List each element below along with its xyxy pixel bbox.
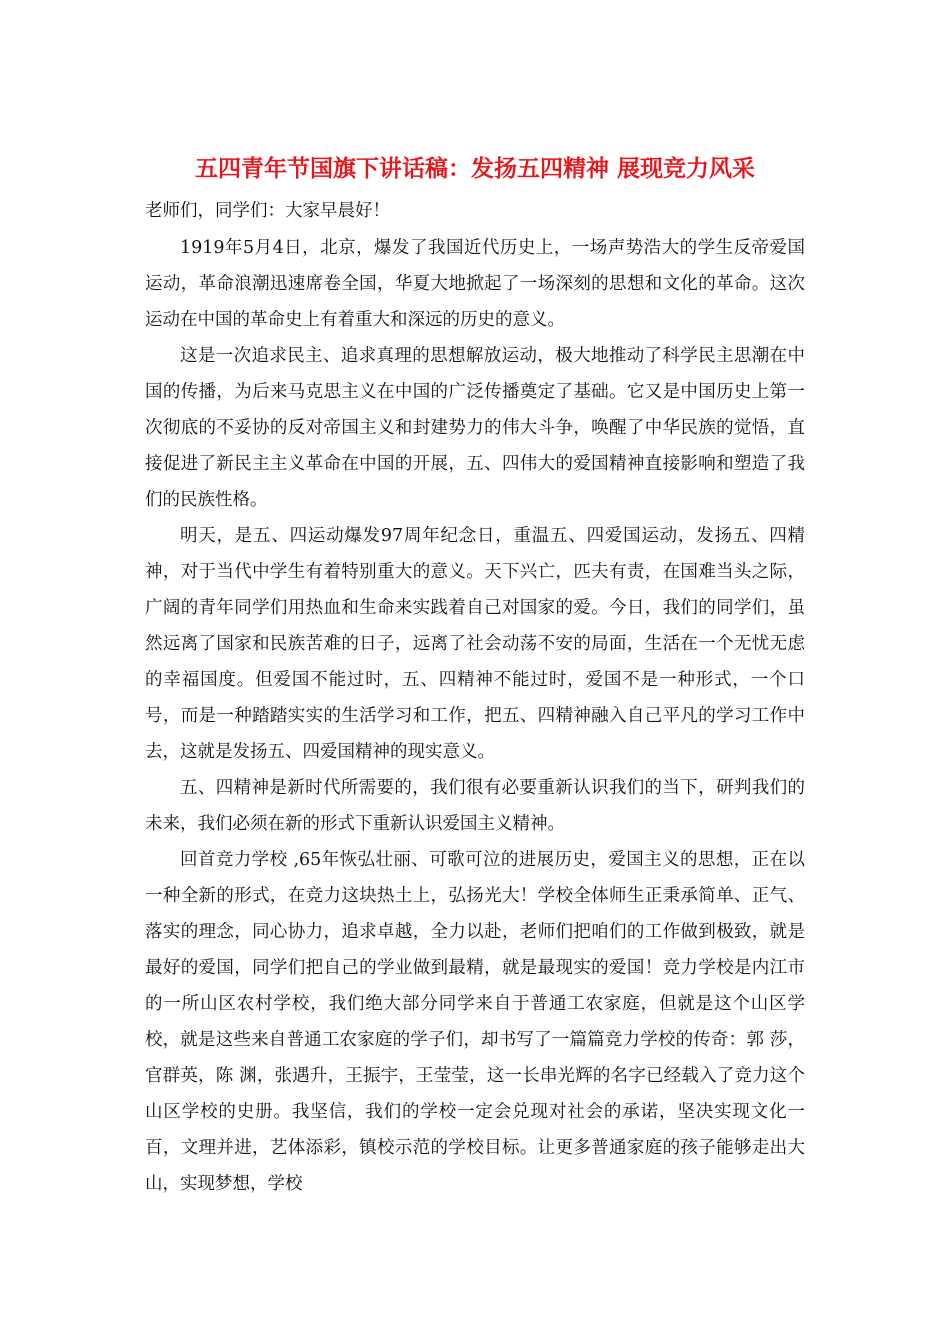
body-text [145, 230, 805, 1202]
paragraph-1: 1919年5月4日，北京，爆发了我国近代历史上，一场声势浩大的学生反帝爱国运动，革命浪潮迅速席卷全国，华夏大地掀起了一场深刻的思想和文化的革命。这次运动在中国的革命史上有着重大和深远的历史的意义。 [145, 238, 805, 330]
paragraph-4: 五、四精神是新时代所需要的，我们很有必要重新认识我们的当下，研判我们的未来，我们必须在新的形式下重新认识爱国主义精神。 [145, 778, 805, 834]
document-title: 五四青年节国旗下讲话稿：发扬五四精神 展现竞力风采 [194, 155, 755, 182]
paragraph-2: 这是一次追求民主、追求真理的思想解放运动，极大地推动了科学民主思潮在中国的传播，为后来马克思主义在中国的广泛传播奠定了基础。它又是中国历史上第一次彻底的不妥协的反对帝国主义和封建势力的伟大斗争，唤醒了中华民族的觉悟，直接促进了新民主主义革命在中国的开展，五、四伟大的爱国精神直接影响和塑造了我们的民族性格。 [145, 346, 805, 510]
paragraph-3: 明天，是五、四运动爆发97周年纪念日，重温五、四爱国运动，发扬五、四精神，对于当代中学生有着特别重大的意义。天下兴亡，匹夫有责，在国难当头之际，广阔的青年同学们用热血和生命来实践着自己对国家的爱。今日，我们的同学们，虽然远离了国家和民族苦难的日子，远离了社会动荡不安的局面，生活在一个无忧无虑的幸福国度。但爱国不能过时，五、四精神不能过时，爱国不是一种形式，一个口号，而是一种踏踏实实的生活学习和工作，把五、四精神融入自己平凡的学习工作中去，这就是发扬五、四爱国精神的现实意义。 [145, 526, 805, 762]
greeting-line: 老师们，同学们：大家早晨好！ [145, 201, 390, 221]
paragraph-5: 回首竞力学校 ,65年恢弘壮丽、可歌可泣的进展历史，爱国主义的思想，正在以一种全新的形式，在竞力这块热土上，弘扬光大！学校全体师生正秉承简单、正气、落实的理念，同心协力，追求卓越，全力以赴，老师们把咱们的工作做到极致，就是最好的爱国，同学们把自己的学业做到最精，就是最现实的爱国！竞力学校是内江市的一所山区农村学校，我们绝大部分同学来自于普通工农家庭，但就是这个山区学校，就是这些来自普通工农家庭的学子们，却书写了一篇篇竞力学校的传奇：郭 莎，官群英，陈 渊，张遇升，王振宇，王莹莹，这一长串光辉的名字已经载入了竞力这个山区学校的史册。我坚信，我们的学校一定会兑现对社会的承诺，坚决实现文化一百，文理并进，艺体添彩，镇校示范的学校目标。让更多普通家庭的孩子能够走出大山，实现梦想，学校 [145, 850, 805, 1194]
